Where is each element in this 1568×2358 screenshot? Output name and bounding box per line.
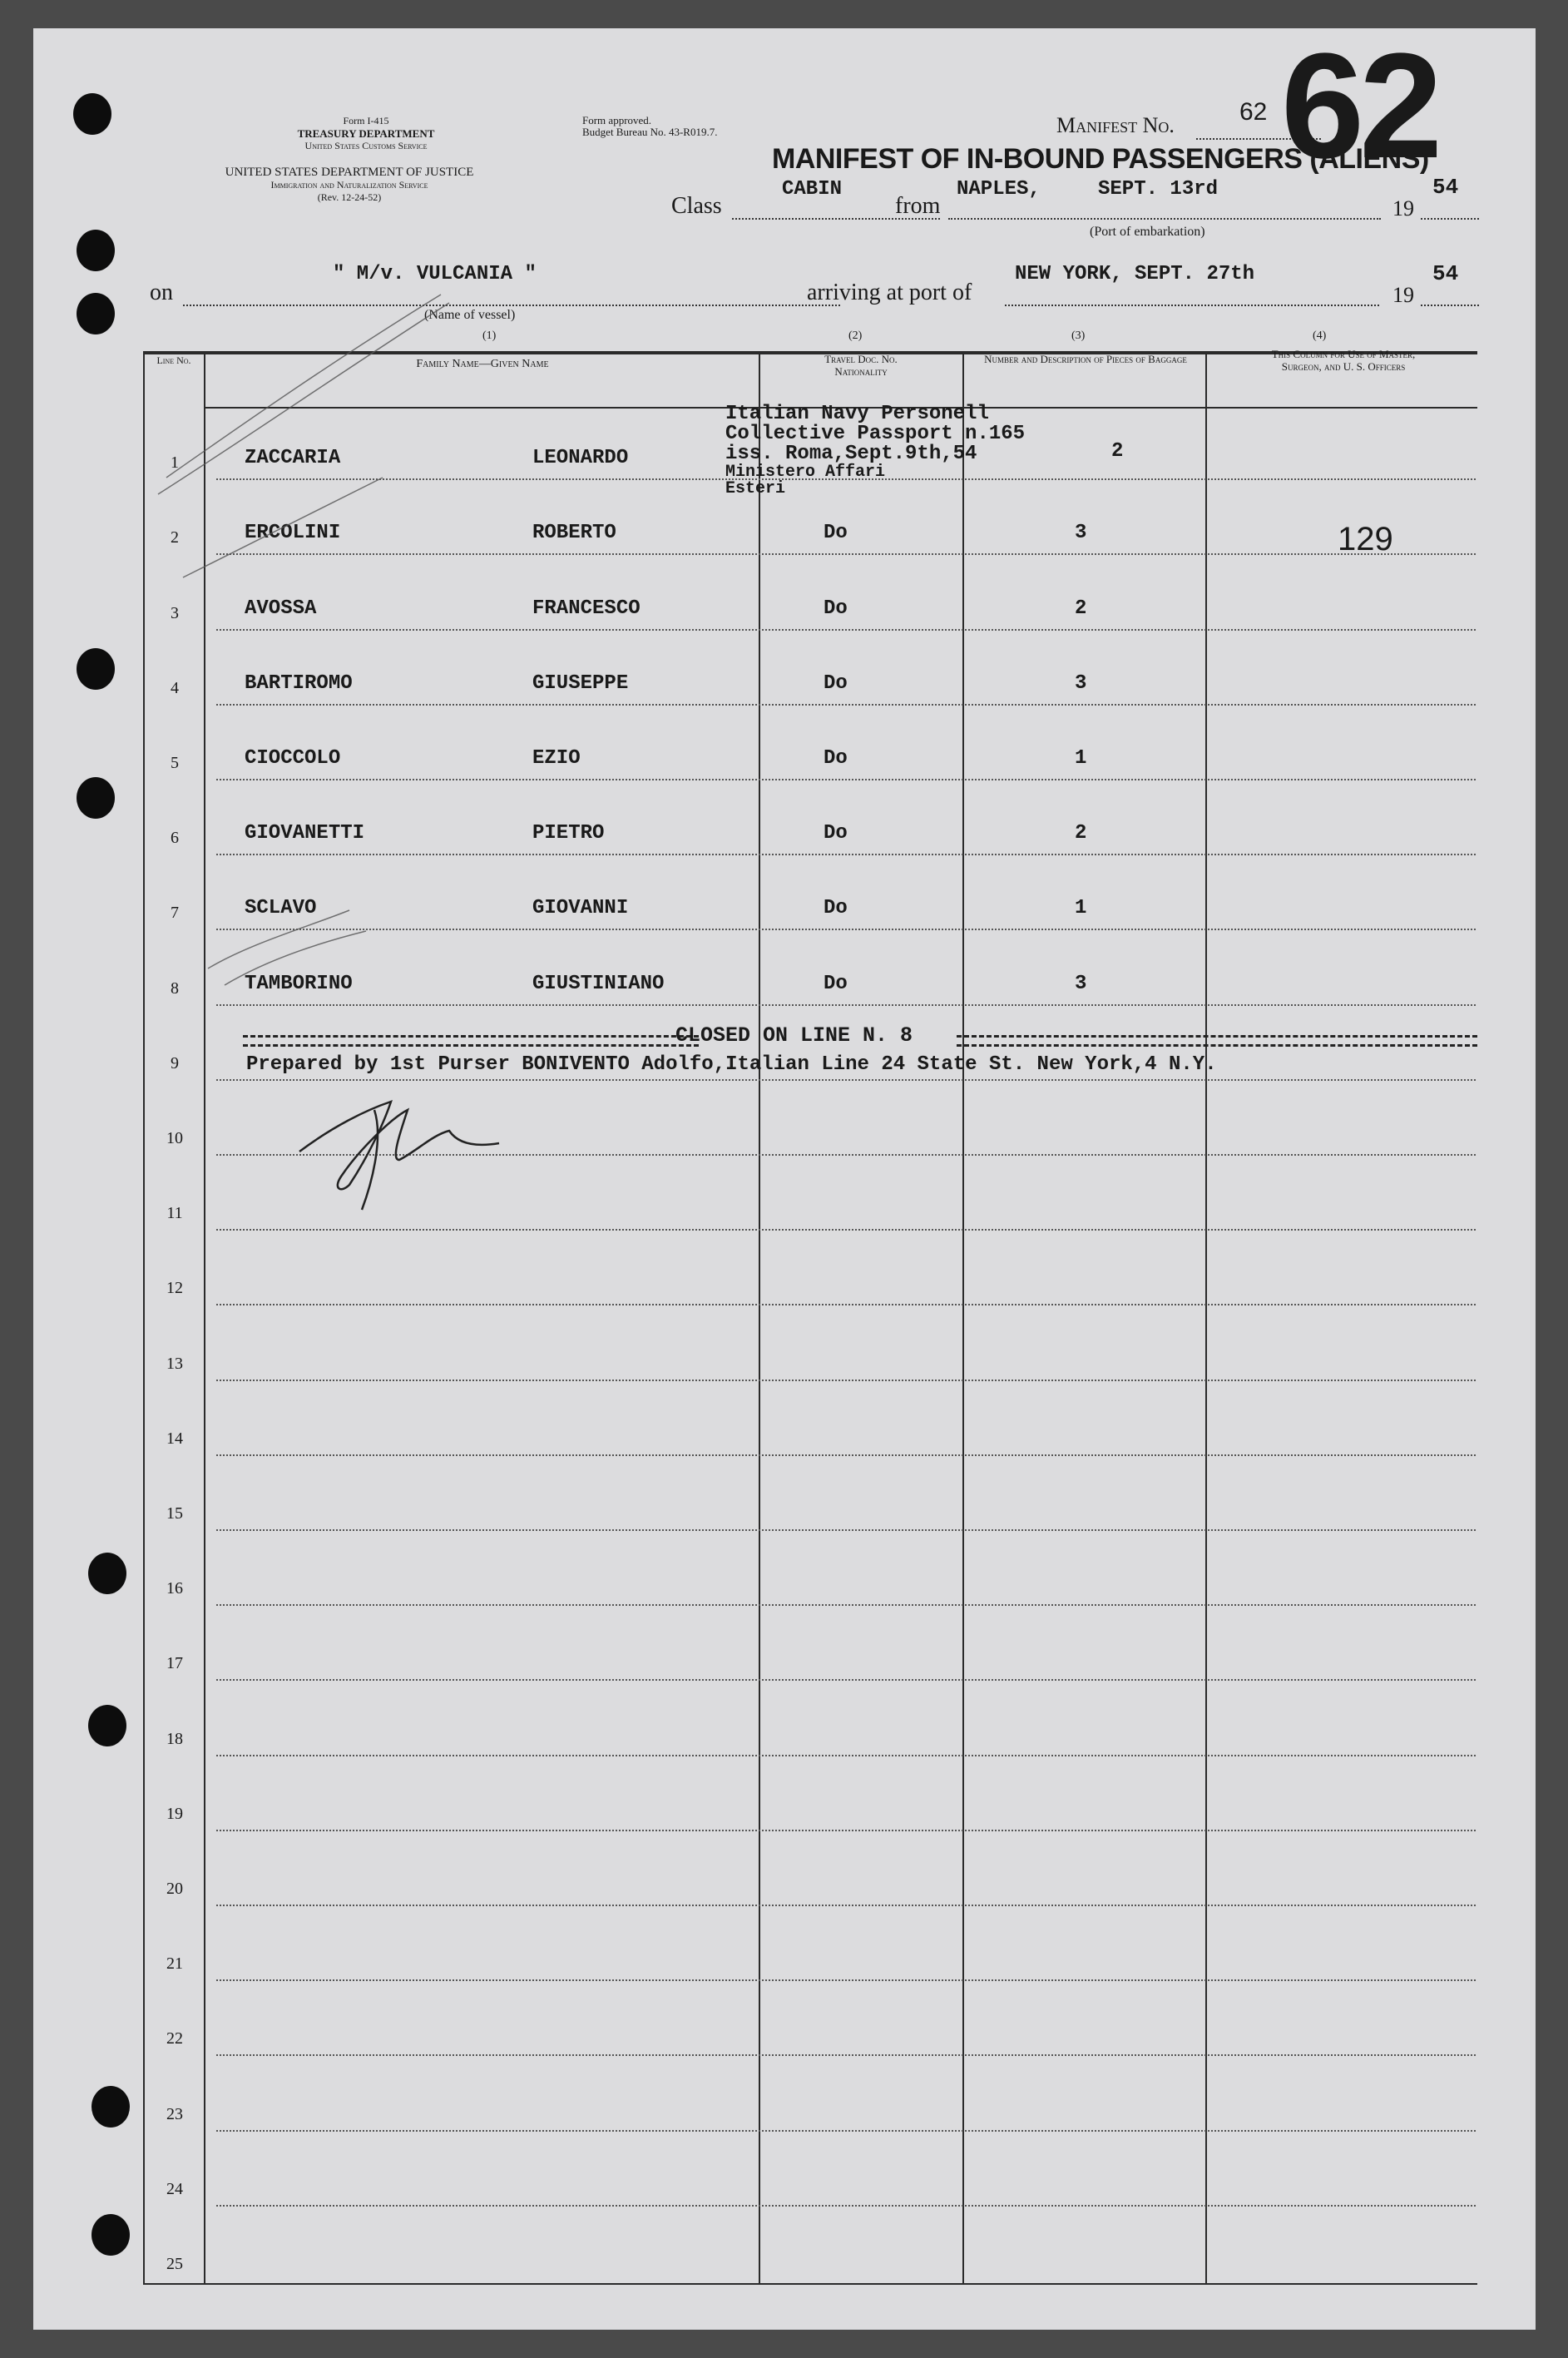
baggage-count: 1 <box>1075 747 1087 770</box>
year2-value: 54 <box>1432 261 1459 286</box>
family-name: AVOSSA <box>245 597 317 620</box>
doc-note-line-4: Ministero Affari <box>725 463 886 482</box>
baggage-count: 1 <box>1075 897 1087 920</box>
line-number: 2 <box>171 528 179 547</box>
handwriting-overlay <box>33 28 1536 2330</box>
closed-text: CLOSED ON LINE N. 8 <box>675 1023 913 1048</box>
customs-label: United States Customs Service <box>304 140 428 151</box>
baggage-count: 2 <box>1075 597 1087 620</box>
justice-label: UNITED STATES DEPARTMENT OF JUSTICE <box>225 166 474 179</box>
col-head-name: Family Name—Given Name <box>416 358 549 370</box>
line-number: 11 <box>166 1204 183 1223</box>
given-name: GIOVANNI <box>532 897 629 920</box>
line-number: 4 <box>171 678 179 697</box>
line-number: 16 <box>166 1579 183 1598</box>
doc-note-line-2: Collective Passport n.165 <box>725 423 1026 445</box>
col-head-doc: Travel Doc. No. Nationality <box>824 353 898 378</box>
officer-note: 129 <box>1338 521 1393 557</box>
family-name: ZACCARIA <box>245 447 341 470</box>
vessel-name: " M/v. VULCANIA " <box>333 263 537 285</box>
arriving-value: NEW YORK, SEPT. 27th <box>1015 263 1255 285</box>
line-number: 24 <box>166 2179 183 2198</box>
doc-note-line-1: Italian Navy Personell <box>725 403 989 425</box>
baggage-count: 2 <box>1111 440 1124 463</box>
family-name: SCLAVO <box>245 897 317 920</box>
vessel-caption: (Name of vessel) <box>424 308 516 322</box>
line-number: 3 <box>171 603 179 622</box>
line-number: 22 <box>166 2029 183 2048</box>
arriving-label: arriving at port of <box>807 280 972 305</box>
col-num-4: (4) <box>1313 329 1327 342</box>
year-prefix: 19 <box>1392 196 1414 220</box>
line-number: 1 <box>171 453 179 473</box>
doc-note-line-5: Esteri <box>725 479 786 498</box>
col-num-1: (1) <box>482 329 497 342</box>
from-value: NAPLES, <box>957 178 1041 201</box>
treasury-label: TREASURY DEPARTMENT <box>297 127 435 140</box>
line-number: 18 <box>166 1729 183 1748</box>
family-name: CIOCCOLO <box>245 747 341 770</box>
manifest-no-stamp: 62 <box>1281 22 1438 190</box>
line-number: 20 <box>166 1880 183 1898</box>
line-number: 9 <box>171 1053 179 1072</box>
year2-prefix: 19 <box>1392 283 1414 307</box>
line-number: 15 <box>166 1504 183 1523</box>
purser-signature <box>299 1102 499 1210</box>
line-number: 10 <box>166 1129 183 1147</box>
baggage-count: 3 <box>1075 522 1087 545</box>
manifest-no-handwritten: 62 <box>1239 98 1268 126</box>
line-number: 5 <box>171 754 179 772</box>
col-head-officers: This Column for Use of Master, Surgeon, and U. S. Officers <box>1271 348 1416 373</box>
on-label: on <box>150 280 173 305</box>
budget-label: Budget Bureau No. 43-R019.7. <box>582 126 718 138</box>
travel-doc: Do <box>824 671 848 695</box>
class-value: CABIN <box>782 178 843 201</box>
travel-doc: Do <box>824 897 848 920</box>
given-name: ROBERTO <box>532 522 616 545</box>
class-label: Class <box>671 193 722 219</box>
family-name: TAMBORINO <box>245 972 353 995</box>
line-number: 21 <box>166 1954 183 1974</box>
baggage-count: 2 <box>1075 822 1087 845</box>
line-number: 25 <box>166 2255 183 2273</box>
family-name: GIOVANETTI <box>245 822 365 845</box>
doc-note-line-3: iss. Roma,Sept.9th,54 <box>725 443 977 465</box>
given-name: EZIO <box>532 747 581 770</box>
travel-doc: Do <box>824 597 848 620</box>
ins-label: Immigration and Naturalization Service <box>270 179 428 191</box>
col-num-2: (2) <box>848 329 863 342</box>
given-name: PIETRO <box>532 822 605 845</box>
line-number: 14 <box>166 1429 183 1448</box>
line-number: 12 <box>166 1279 183 1298</box>
travel-doc: Do <box>824 522 848 545</box>
pencil-strokes <box>158 295 449 985</box>
family-name: ERCOLINI <box>245 522 341 545</box>
line-number: 6 <box>171 829 179 848</box>
baggage-count: 3 <box>1075 972 1087 995</box>
col-head-line-no: Line No. <box>156 354 191 366</box>
given-name: FRANCESCO <box>532 597 641 620</box>
col-head-baggage: Number and Description of Pieces of Baggage <box>984 353 1187 365</box>
revision-label: (Rev. 12-24-52) <box>317 191 382 203</box>
given-name: LEONARDO <box>532 447 629 470</box>
travel-doc: Do <box>824 747 848 770</box>
prepared-by: Prepared by 1st Purser BONIVENTO Adolfo,Italian Line 24 State St. New York,4 N.Y. <box>246 1053 1217 1076</box>
from-label: from <box>895 193 941 219</box>
embark-date: SEPT. 13rd <box>1098 178 1219 201</box>
line-number: 17 <box>166 1654 183 1673</box>
line-number: 13 <box>166 1354 183 1373</box>
given-name: GIUSEPPE <box>532 671 629 695</box>
given-name: GIUSTINIANO <box>532 972 665 995</box>
approved-label: Form approved. <box>582 114 652 126</box>
family-name: BARTIROMO <box>245 671 353 695</box>
manifest-title: MANIFEST OF IN-BOUND PASSENGERS (ALIENS) <box>772 143 1429 175</box>
line-number: 8 <box>171 978 179 998</box>
port-caption: (Port of embarkation) <box>1090 225 1205 239</box>
manifest-sheet <box>33 22 1536 2330</box>
line-number: 7 <box>171 904 179 923</box>
line-number: 19 <box>166 1804 183 1823</box>
manifest-no-label: Manifest No. <box>1056 113 1175 137</box>
col-num-3: (3) <box>1071 329 1086 342</box>
line-number: 23 <box>166 2104 183 2123</box>
travel-doc: Do <box>824 972 848 995</box>
baggage-count: 3 <box>1075 671 1087 695</box>
year-value: 54 <box>1432 175 1459 200</box>
form-number: Form I-415 <box>343 115 389 126</box>
travel-doc: Do <box>824 822 848 845</box>
